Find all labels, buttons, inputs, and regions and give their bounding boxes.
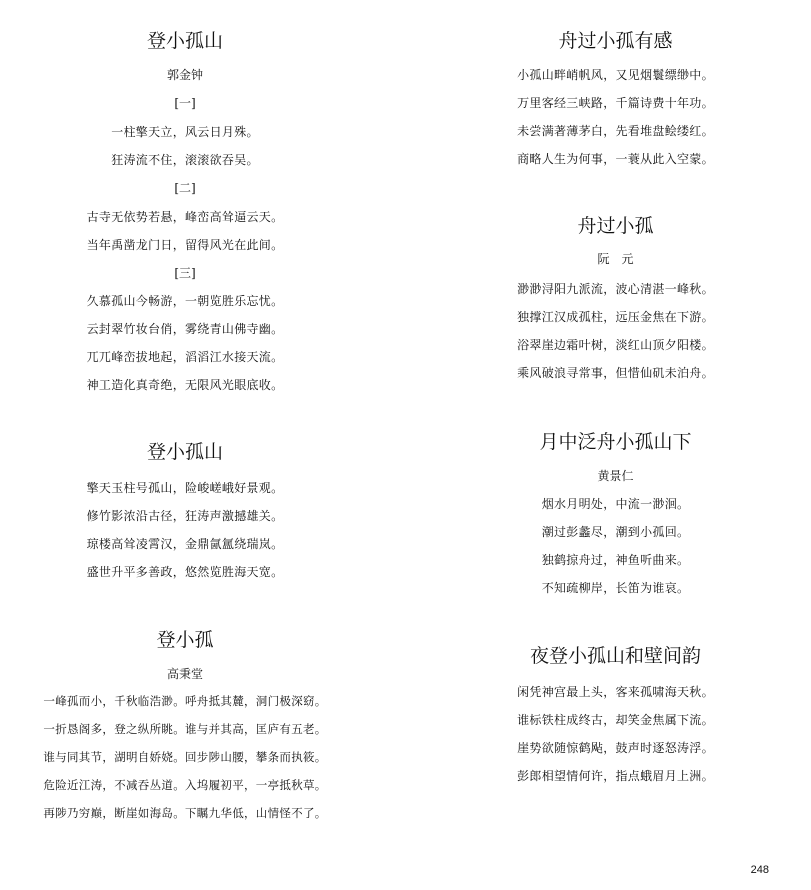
poem-title: 舟过小孤 — [577, 215, 654, 237]
poem-line: 未尝满著薄茅白，先看堆盘鲙缕红。 — [517, 124, 714, 138]
poem-title: 登小孤山 — [146, 30, 223, 52]
section-label: [二] — [174, 181, 196, 195]
poem-line: 狂涛流不住，滚滚欲吞吴。 — [111, 153, 259, 167]
poem-line: 谁标铁柱成终古，却笑金焦属下流。 — [517, 713, 714, 727]
poem-line: 一峰孤而小，千秋临浩渺。呼舟抵其麓，洞门极深窈。 — [43, 694, 327, 708]
poem-line: 闲凭神宫最上头，客来孤啸海天秋。 — [517, 685, 714, 699]
poem-line: 一折恳阁多，登之纵所眺。谁与并其高，匡庐有五老。 — [43, 722, 327, 736]
poem-line: 云封翠竹妆台俏，雾绕青山佛寺幽。 — [86, 322, 284, 336]
poem-line: 当年禹凿龙门日，留得风光在此间。 — [86, 238, 284, 252]
page-number: 248 — [750, 864, 769, 876]
poem-line: 烟水月明处，中流一渺洄。 — [541, 497, 690, 511]
section-label: [一] — [174, 96, 196, 110]
poem-line: 乘风破浪寻常事，但惜仙矶未泊舟。 — [517, 366, 714, 380]
poem-line: 盛世升平多善政，悠然览胜海天宽。 — [86, 565, 284, 579]
section-label: [三] — [174, 266, 196, 280]
poem-line: 渺渺浔阳九派流，波心清湛一峰秋。 — [517, 282, 714, 296]
poem-author: 黄景仁 — [597, 469, 634, 483]
poem-line: 古寺无依势若悬，峰峦高耸逼云天。 — [86, 210, 284, 224]
poem-line: 谁与同其节，湖明自娇娆。回步陟山腰，攀条而执筱。 — [43, 750, 327, 764]
poem-line: 小孤山畔峭帆风，又见烟鬟缥缈中。 — [517, 68, 714, 82]
poem-line: 商略人生为何事，一蓑从此入空蒙。 — [517, 152, 714, 166]
poem-line: 万里客经三峡路，千篇诗费十年功。 — [517, 96, 714, 110]
poem-title: 月中泛舟小孤山下 — [539, 431, 692, 453]
poem-title: 登小孤 — [156, 629, 214, 651]
poem-line: 独撑江汉成孤柱，远压金焦在下游。 — [517, 310, 714, 324]
poem-line: 再陟乃穷巅，断崖如海岛。下瞩九华低，山情怪不了。 — [43, 806, 327, 820]
poem-line: 琼楼高耸凌霄汉，金鼎氤氲绕瑞岚。 — [86, 537, 284, 551]
poem-title: 登小孤山 — [146, 441, 223, 463]
poem-author: 高秉堂 — [166, 667, 203, 681]
poem-line: 不知疏柳岸，长笛为谁哀。 — [541, 581, 690, 595]
poem-line: 神工造化真奇绝，无限风光眼底收。 — [86, 378, 284, 392]
poem-line: 久慕孤山今畅游，一朝览胜乐忘忧。 — [86, 294, 284, 308]
poem-line: 一柱擎天立，风云日月殊。 — [111, 125, 259, 139]
poem-line: 危险近江涛，不减吞丛道。入坞履初平，一亭抵秋草。 — [43, 778, 327, 792]
poem-line: 崖势欲随惊鹤飐，鼓声时逐怒涛浮。 — [517, 741, 714, 755]
poem-line: 修竹影浓沿古径，狂涛声激撼雄关。 — [86, 509, 284, 523]
poem-line: 潮过彭蠡尽，潮到小孤回。 — [541, 525, 690, 539]
poem-title: 夜登小孤山和壁间韵 — [529, 645, 701, 667]
poem-line: 独鹤掠舟过，神鱼听曲来。 — [541, 553, 690, 567]
poem-line: 兀兀峰峦拔地起，滔滔江水接天流。 — [86, 350, 284, 364]
poem-author: 阮 元 — [597, 252, 634, 266]
poem-author: 郭金钟 — [166, 68, 203, 82]
poem-line: 彭郎相望情何许，指点蛾眉月上洲。 — [517, 769, 714, 783]
poem-line: 擎天玉柱号孤山，险峻嵯峨好景观。 — [86, 481, 284, 495]
poem-line: 浴翠崖边霜叶树，淡红山顶夕阳楼。 — [517, 338, 714, 352]
poem-title: 舟过小孤有感 — [558, 30, 673, 52]
